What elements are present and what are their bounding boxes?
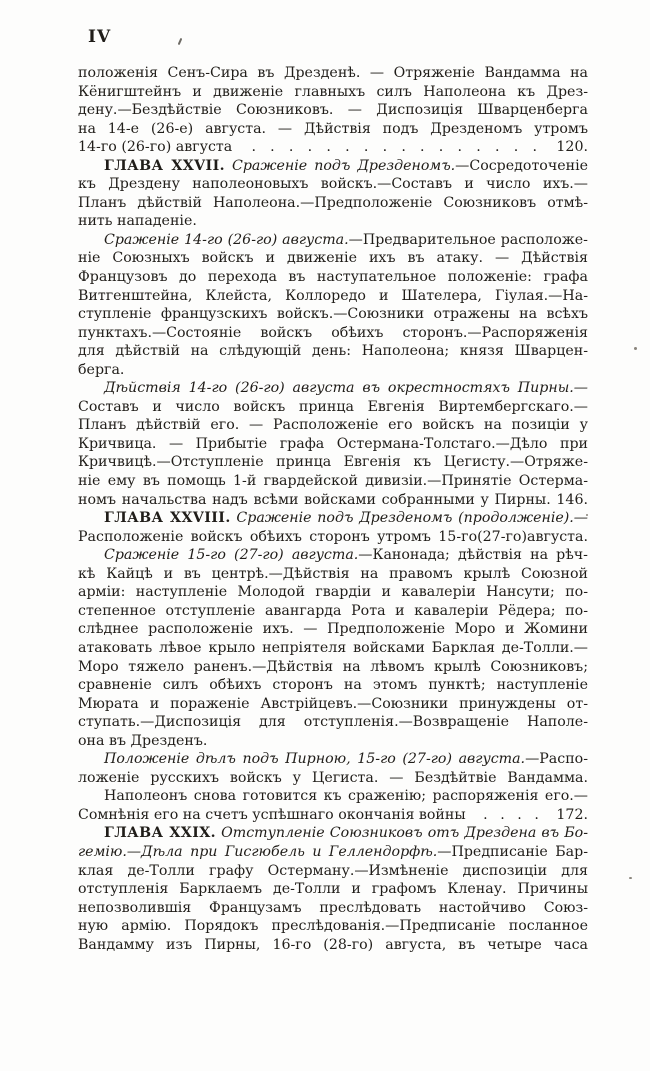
page-ref: 172. bbox=[556, 806, 588, 823]
toc-paragraph bbox=[78, 231, 588, 379]
leader-dot: . bbox=[326, 139, 331, 156]
toc-text: —Предварительное расположе- bbox=[348, 231, 588, 248]
toc-line bbox=[78, 936, 588, 955]
toc-line bbox=[78, 546, 588, 565]
paper-speck bbox=[629, 877, 632, 879]
toc-text: —Канонада; дѣйствія на рѣч- bbox=[358, 547, 588, 564]
page-ref: 120. bbox=[556, 139, 588, 156]
toc-text: Французовъ до перехода въ наступательное положеніе: графа bbox=[78, 269, 588, 286]
toc-line bbox=[78, 509, 588, 528]
toc-text: Сомнѣнія его на счетъ успѣшнаго окончанія войны bbox=[78, 806, 466, 823]
toc-paragraph bbox=[78, 157, 588, 231]
toc-line bbox=[78, 639, 588, 658]
toc-line bbox=[78, 342, 588, 361]
leader-dot: . bbox=[500, 806, 505, 823]
toc-line bbox=[78, 917, 588, 936]
page-number-folio: IV bbox=[88, 27, 112, 47]
toc-line bbox=[78, 713, 588, 732]
leader-dot: . bbox=[420, 139, 425, 156]
toc-text: ную армію. Порядокъ преслѣдованія.—Предписаніе посланное bbox=[78, 918, 588, 935]
toc-text: ступленіе французскихъ войскъ.—Союзники отражены на всѣхъ bbox=[78, 306, 588, 323]
toc-line bbox=[78, 676, 588, 695]
toc-text: ніе ему въ помощь 1-й гвардейской дивизіи.—Принятіе Остерма- bbox=[78, 473, 588, 490]
toc-text: слѣднее расположеніе ихъ. — Предположеніе Моро и Жомини bbox=[78, 621, 588, 638]
toc-text: Мюрата и пораженіе Австрійцевъ.—Союзники принуждены от- bbox=[78, 695, 588, 712]
leader-dot: . bbox=[438, 139, 444, 156]
leader-dot: . bbox=[401, 139, 406, 156]
toc-text: арміи: наступленіе Молодой гвардіи и кавалеріи Нансути; по- bbox=[78, 584, 588, 601]
chapter-heading: ГЛАВА XXVII. bbox=[104, 157, 225, 174]
leader-dot: . bbox=[251, 139, 256, 156]
toc-text: Витгенштейна, Клейста, Коллоредо и Шателера, Гіулая.—На- bbox=[78, 287, 588, 304]
leader-dot: . bbox=[270, 139, 275, 156]
toc-line bbox=[78, 658, 588, 677]
toc-line bbox=[78, 491, 588, 510]
chapter-heading: ГЛАВА XXVIII. bbox=[104, 510, 231, 527]
toc-text: —Распо- bbox=[525, 751, 588, 768]
topic-italic-text: Сраженіе подъ Дрезденомъ. bbox=[224, 157, 456, 174]
toc-line bbox=[78, 435, 588, 454]
leader-dot: . bbox=[382, 139, 388, 156]
toc-paragraph bbox=[78, 546, 588, 750]
toc-line bbox=[78, 787, 588, 806]
toc-text: Наполеонъ снова готовится къ сраженію; распоряженія его.— bbox=[104, 788, 588, 805]
ink-speck bbox=[178, 38, 183, 45]
toc-text: нить нападеніе. bbox=[78, 213, 197, 230]
toc-text: на 14-е (26-е) августа. — Дѣйствія подъ Дрезденомъ утромъ bbox=[78, 120, 588, 137]
leader-dot: . bbox=[363, 139, 369, 156]
toc-text: Расположеніе войскъ обѣихъ сторонъ утромъ 15-го(27-го)августа. bbox=[78, 528, 588, 545]
toc-line bbox=[78, 361, 588, 380]
leader-dot: . bbox=[517, 806, 522, 823]
toc-line bbox=[78, 862, 588, 881]
toc-text: Кёнигштейнъ и движеніе главныхъ силъ Наполеона къ Дрез- bbox=[78, 83, 588, 100]
toc-line bbox=[78, 157, 588, 176]
toc-line bbox=[78, 824, 588, 843]
toc-line bbox=[78, 528, 588, 547]
toc-text: она въ Дрезденъ. bbox=[78, 732, 208, 749]
toc-text: клая де-Толли графу Остерману.—Измѣненіе диспозиціи для bbox=[78, 862, 588, 879]
toc-paragraph bbox=[78, 64, 588, 157]
toc-line bbox=[78, 732, 588, 751]
toc-line bbox=[78, 806, 588, 825]
toc-line bbox=[78, 231, 588, 250]
leader-dot: . bbox=[345, 139, 350, 156]
toc-line bbox=[78, 305, 588, 324]
toc-text: номъ начальства надъ всѣми войсками собранными у Пирны. 146. bbox=[78, 491, 588, 508]
leader-dot: . bbox=[494, 139, 500, 156]
leader-dot: . bbox=[513, 139, 519, 156]
toc-line bbox=[78, 324, 588, 343]
paper-speck bbox=[634, 347, 637, 350]
topic-italic-text: Положеніе дѣлъ подъ Пирною, 15-го (27-го) августа. bbox=[104, 751, 526, 768]
toc-text: берга. bbox=[78, 361, 125, 378]
dot-leader bbox=[471, 806, 552, 825]
leader-dot: . bbox=[476, 139, 481, 156]
toc-text: Составъ и число войскъ принца Евгенія Виртембергскаго.— bbox=[78, 398, 588, 415]
toc-text: сравненіе силъ обѣихъ сторонъ на этомъ пунктѣ; наступленіе bbox=[78, 677, 588, 694]
toc-text: 14-го (26-го) августа bbox=[78, 139, 233, 156]
toc-line bbox=[78, 472, 588, 491]
toc-line bbox=[78, 899, 588, 918]
toc-text: Кричвицѣ.—Отступленіе принца Евгенія къ Цегисту.—Отряже- bbox=[78, 454, 588, 471]
toc-text: ложеніе русскихъ войскъ у Цегиста. — Бездѣйтвіе Вандамма. bbox=[78, 769, 588, 786]
toc-text: атаковать лѣвое крыло непріятеля войсками Барклая де-Толли.— bbox=[78, 639, 588, 656]
toc-line bbox=[78, 398, 588, 417]
topic-italic-text: Отступленіе Союзниковъ отъ Дрездена въ Бо- bbox=[216, 825, 588, 842]
toc-text: Кричвица. — Прибытіе графа Остермана-Толстаго.—Дѣло при bbox=[78, 435, 588, 452]
toc-line bbox=[78, 769, 588, 788]
toc-text: Вандамму изъ Пирны, 16-го (28-го) августа, въ четыре часа bbox=[78, 936, 588, 953]
toc-text: —Предписаніе Бар- bbox=[437, 843, 588, 860]
leader-dot: . bbox=[307, 139, 313, 156]
toc-text: для дѣйствій на слѣдующій день: Наполеона; князя Шварцен- bbox=[78, 343, 588, 360]
chapter-heading: ГЛАВА XXIX. bbox=[104, 825, 216, 842]
toc-text: дену.—Бездѣйствіе Союзниковъ. — Диспозиція Шварценберга bbox=[78, 102, 588, 119]
topic-italic-text: Дѣйствія 14-го (26-го) августа въ окрестностяхъ Пирны.— bbox=[104, 380, 588, 397]
toc-line bbox=[78, 453, 588, 472]
toc-text: положенія Сенъ-Сира въ Дрезденѣ. — Отряженіе Вандамма на bbox=[78, 65, 588, 81]
toc-line bbox=[78, 750, 588, 769]
toc-line bbox=[78, 268, 588, 287]
leader-dot: . bbox=[457, 139, 463, 156]
toc-line bbox=[78, 379, 588, 398]
toc-line bbox=[78, 249, 588, 268]
toc-line bbox=[78, 602, 588, 621]
toc-line bbox=[78, 416, 588, 435]
toc-line bbox=[78, 843, 588, 862]
toc-line bbox=[78, 212, 588, 231]
toc-text: непозволившія Французамъ преслѣдовать настойчиво Союз- bbox=[78, 899, 588, 916]
toc-text: отступленія Барклаемъ де-Толли и графомъ Кленау. Причины bbox=[78, 881, 588, 898]
toc-paragraph bbox=[78, 824, 588, 954]
toc-line bbox=[78, 120, 588, 139]
toc-text: пунктахъ.—Состояніе войскъ обѣихъ сторонъ.—Распоряженія bbox=[78, 324, 588, 341]
toc-text: Моро тяжело раненъ.—Дѣйствія на лѣвомъ крылѣ Союзниковъ; bbox=[78, 658, 588, 675]
toc-text: степенное отступленіе авангарда Рота и кавалеріи Рёдера; по- bbox=[78, 602, 588, 619]
topic-italic-text: Сраженіе 15-го (27-го) августа. bbox=[104, 547, 359, 564]
leader-dot: . bbox=[288, 139, 294, 156]
leader-dot: . bbox=[483, 806, 488, 823]
toc-line bbox=[78, 880, 588, 899]
toc-line bbox=[78, 83, 588, 102]
table-of-contents-text bbox=[78, 64, 588, 954]
toc-line bbox=[78, 287, 588, 306]
topic-italic-text: Сраженіе 14-го (26-го) августа. bbox=[104, 231, 349, 248]
toc-text: къ Дрездену наполеоновыхъ войскъ.—Составъ и число ихъ.— bbox=[78, 176, 588, 193]
toc-text: кѣ Кайцѣ и въ центрѣ.—Дѣйствія на правомъ крылѣ Союзной bbox=[78, 565, 588, 582]
topic-italic-text: гемію.—Дѣла при Гисгюбель и Геллендорфѣ. bbox=[78, 843, 438, 860]
toc-line bbox=[78, 565, 588, 584]
leader-dot: . bbox=[532, 139, 537, 156]
topic-italic-text: Сраженіе подъ Дрезденомъ (продолженіе).— bbox=[230, 510, 588, 527]
toc-line bbox=[78, 695, 588, 714]
toc-text: Планъ дѣйствій его. — Расположеніе его войскъ на позиціи у bbox=[78, 417, 588, 434]
toc-line bbox=[78, 101, 588, 120]
toc-paragraph bbox=[78, 509, 588, 546]
toc-line bbox=[78, 620, 588, 639]
toc-paragraph bbox=[78, 750, 588, 787]
leader-dot: . bbox=[534, 806, 539, 823]
toc-line bbox=[78, 175, 588, 194]
toc-line bbox=[78, 583, 588, 602]
dot-leader bbox=[237, 138, 551, 157]
toc-text: Планъ дѣйствій Наполеона.—Предположеніе Союзниковъ отмѣ- bbox=[78, 194, 588, 211]
toc-line bbox=[78, 64, 588, 83]
toc-paragraph bbox=[78, 787, 588, 824]
toc-line bbox=[78, 194, 588, 213]
toc-paragraph bbox=[78, 379, 588, 509]
toc-text: —Сосредоточеніе bbox=[455, 157, 588, 174]
toc-line bbox=[78, 138, 588, 157]
toc-text: ніе Союзныхъ войскъ и движеніе ихъ въ атаку. — Дѣйствія bbox=[78, 250, 588, 267]
toc-text: ступать.—Диспозиція для отступленія.—Возвращеніе Наполе- bbox=[78, 714, 588, 731]
